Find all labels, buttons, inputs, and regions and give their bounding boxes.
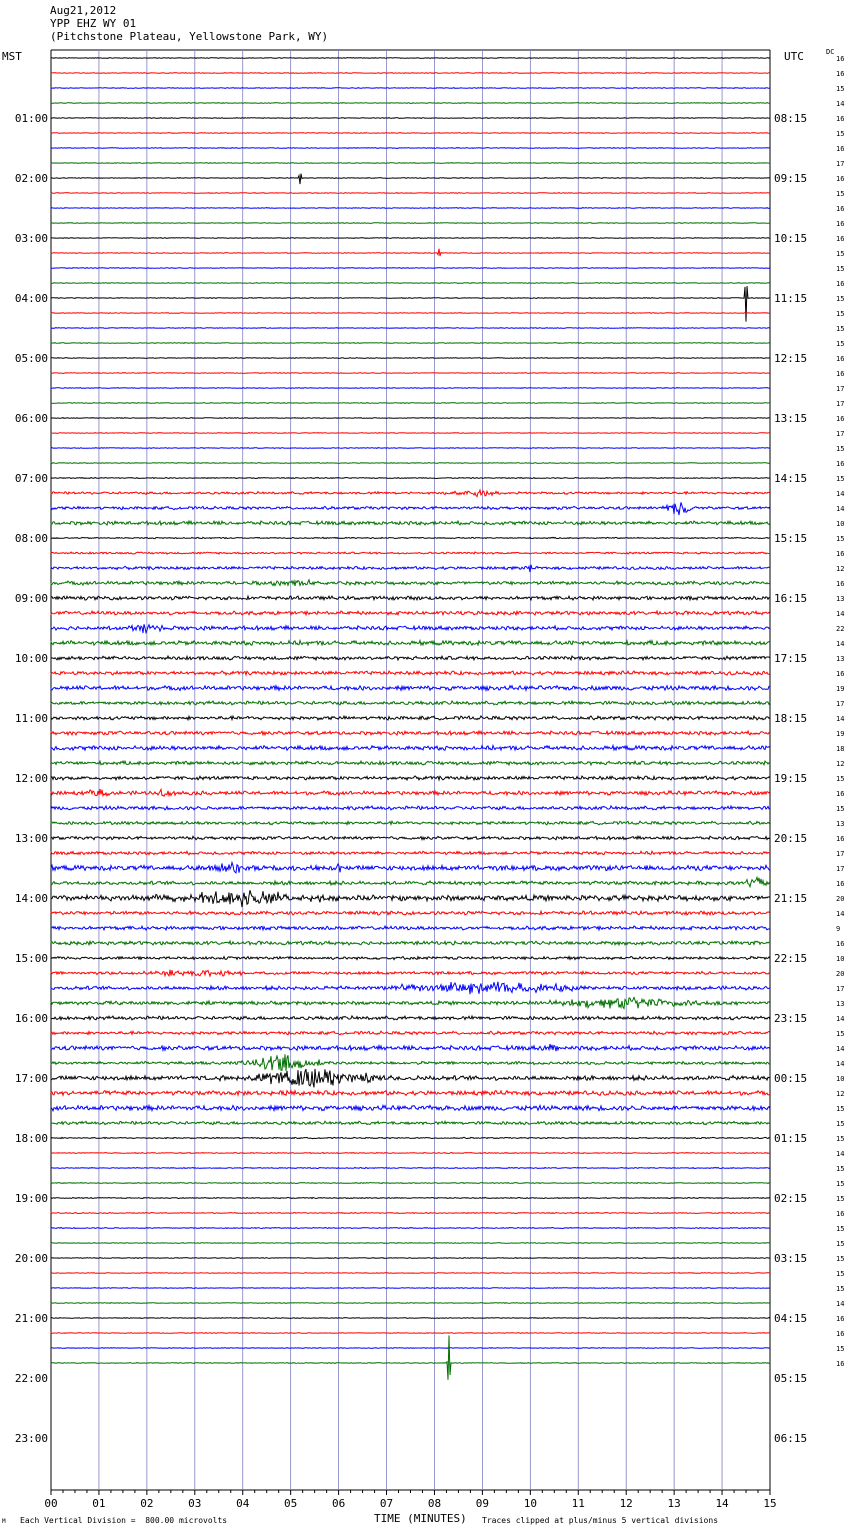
trace-line	[51, 208, 770, 209]
x-tick-label: 08	[427, 1497, 442, 1510]
dc-value: 15	[836, 805, 845, 813]
utc-hour-label: 12:15	[774, 352, 808, 365]
dc-value: 16	[836, 55, 845, 63]
trace-line	[51, 552, 770, 554]
chart-station: YPP EHZ WY 01	[50, 17, 137, 30]
trace-line	[51, 836, 770, 840]
dc-value: 17	[836, 985, 845, 993]
mst-hour-label: 03:00	[14, 232, 48, 245]
dc-value: 15	[836, 190, 845, 198]
x-tick-label: 10	[523, 1497, 537, 1510]
dc-value: 15	[836, 265, 845, 273]
dc-value: 15	[836, 445, 845, 453]
dc-value: 16	[836, 115, 845, 123]
trace-line	[51, 1069, 770, 1088]
dc-value: 16	[836, 670, 845, 678]
dc-value: 14	[836, 100, 845, 108]
scale-note: Each Vertical Division = 800.00 microvolts	[20, 1516, 228, 1525]
utc-hour-label: 18:15	[774, 712, 808, 725]
mst-hour-label: 08:00	[14, 532, 48, 545]
dc-value: 20	[836, 895, 845, 903]
trace-line	[51, 1333, 770, 1334]
trace-line	[51, 148, 770, 149]
x-tick-label: 04	[236, 1497, 250, 1510]
mst-hour-label: 20:00	[14, 1252, 48, 1265]
trace-line	[51, 418, 770, 419]
trace-line	[51, 911, 770, 915]
dc-value: 17	[836, 385, 845, 393]
dc-value: 14	[836, 910, 845, 918]
chart-location: (Pitchstone Plateau, Yellowstone Park, WY)	[50, 30, 329, 43]
trace-line	[51, 283, 770, 284]
dc-value: 16	[836, 1330, 845, 1338]
dc-value: 15	[836, 1165, 845, 1173]
trace-line	[51, 877, 770, 886]
mst-hour-label: 17:00	[14, 1072, 48, 1085]
dc-value: 16	[836, 175, 845, 183]
trace-line	[51, 537, 770, 538]
trace-line	[51, 806, 770, 810]
utc-hour-label: 04:15	[774, 1312, 808, 1325]
dc-value: 19	[836, 730, 845, 738]
dc-value: 16	[836, 415, 845, 423]
trace-line	[51, 789, 770, 796]
trace-line	[51, 1227, 770, 1228]
dc-value: 10	[836, 1075, 845, 1083]
corner-mark: M	[2, 1518, 6, 1525]
right-axis-label: UTC	[784, 50, 804, 63]
trace-line	[51, 313, 770, 314]
x-tick-label: 14	[715, 1497, 729, 1510]
utc-hour-label: 11:15	[774, 292, 808, 305]
dc-value: 10	[836, 955, 845, 963]
dc-value: 16	[836, 220, 845, 228]
utc-hour-label: 03:15	[774, 1252, 808, 1265]
dc-value: 15	[836, 1225, 845, 1233]
utc-hour-label: 21:15	[774, 892, 808, 905]
dc-value: 17	[836, 160, 845, 168]
trace-line	[51, 1153, 770, 1154]
trace-line	[51, 580, 770, 586]
trace-line	[51, 1137, 770, 1138]
utc-hour-label: 05:15	[774, 1372, 808, 1385]
dc-value: 15	[836, 85, 845, 93]
dc-value: 14	[836, 1015, 845, 1023]
dc-value: 14	[836, 640, 845, 648]
dc-value: 16	[836, 1360, 845, 1368]
mst-hour-label: 18:00	[14, 1132, 48, 1145]
dc-value: 15	[836, 535, 845, 543]
trace-line	[51, 268, 770, 269]
mst-hour-label: 21:00	[14, 1312, 48, 1325]
trace-line	[51, 686, 770, 691]
plot-grid	[51, 50, 770, 1495]
dc-value: 15	[836, 1030, 845, 1038]
dc-value: 15	[836, 325, 845, 333]
dc-value: 15	[836, 1180, 845, 1188]
trace-line	[51, 1197, 770, 1198]
dc-value: 16	[836, 550, 845, 558]
dc-value: 22	[836, 625, 845, 633]
trace-line	[51, 286, 770, 322]
trace-line	[51, 641, 770, 646]
trace-line	[51, 238, 770, 239]
x-tick-label: 01	[92, 1497, 106, 1510]
trace-line	[51, 926, 770, 930]
dc-column-label: DC	[826, 48, 835, 56]
utc-hour-label: 23:15	[774, 1012, 808, 1025]
x-tick-label: 03	[188, 1497, 202, 1510]
trace-line	[51, 193, 770, 194]
trace-line	[51, 118, 770, 119]
trace-line	[51, 863, 770, 873]
mst-hour-label: 05:00	[14, 352, 48, 365]
trace-line	[51, 1335, 770, 1379]
dc-value: 14	[836, 490, 845, 498]
dc-value: 19	[836, 685, 845, 693]
dc-value: 12	[836, 1090, 845, 1098]
dc-value: 13	[836, 655, 845, 663]
trace-line	[51, 671, 770, 675]
dc-value: 14	[836, 1300, 845, 1308]
utc-hour-label: 19:15	[774, 772, 808, 785]
utc-hour-label: 01:15	[774, 1132, 808, 1145]
trace-line	[51, 656, 770, 660]
clip-note: Traces clipped at plus/minus 5 vertical divisions	[482, 1516, 719, 1525]
mst-hour-label: 19:00	[14, 1192, 48, 1205]
trace-line	[51, 970, 770, 976]
dc-value: 14	[836, 505, 845, 513]
mst-hour-label: 12:00	[14, 772, 48, 785]
dc-value: 15	[836, 340, 845, 348]
mst-hour-label: 01:00	[14, 112, 48, 125]
mst-hour-label: 15:00	[14, 952, 48, 965]
trace-line	[51, 403, 770, 404]
trace-line	[51, 1288, 770, 1289]
trace-line	[51, 851, 770, 855]
utc-hour-label: 22:15	[774, 952, 808, 965]
mst-hour-label: 10:00	[14, 652, 48, 665]
dc-value: 16	[836, 70, 845, 78]
trace-line	[51, 103, 770, 104]
x-tick-label: 12	[619, 1497, 633, 1510]
mst-hour-label: 04:00	[14, 292, 48, 305]
dc-value: 16	[836, 880, 845, 888]
dc-value: 15	[836, 1255, 845, 1263]
dc-value: 15	[836, 130, 845, 138]
mst-hour-label: 11:00	[14, 712, 48, 725]
mst-hour-label: 13:00	[14, 832, 48, 845]
dc-value: 10	[836, 520, 845, 528]
trace-line	[51, 1213, 770, 1214]
trace-line	[51, 88, 770, 89]
dc-value: 15	[836, 475, 845, 483]
trace-line	[51, 373, 770, 374]
dc-value: 16	[836, 790, 845, 798]
axis-labels	[15, 55, 845, 1510]
trace-line	[51, 776, 770, 780]
dc-value: 14	[836, 1150, 845, 1158]
x-tick-label: 09	[475, 1497, 490, 1510]
utc-hour-label: 02:15	[774, 1192, 808, 1205]
trace-line	[51, 596, 770, 600]
dc-value: 16	[836, 460, 845, 468]
trace-line	[51, 133, 770, 134]
dc-value: 15	[836, 310, 845, 318]
trace-line	[51, 731, 770, 735]
dc-value: 16	[836, 205, 845, 213]
trace-line	[51, 58, 770, 59]
dc-value: 12	[836, 565, 845, 573]
trace-line	[51, 982, 770, 994]
trace-line	[51, 941, 770, 945]
utc-hour-label: 14:15	[774, 472, 808, 485]
utc-hour-label: 10:15	[774, 232, 808, 245]
trace-line	[51, 502, 770, 515]
trace-line	[51, 1243, 770, 1244]
trace-line	[51, 821, 770, 825]
x-tick-label: 05	[284, 1497, 298, 1510]
trace-line	[51, 1167, 770, 1168]
trace-line	[51, 73, 770, 74]
dc-value: 17	[836, 430, 845, 438]
trace-line	[51, 1031, 770, 1035]
dc-value: 15	[836, 1345, 845, 1353]
trace-line	[51, 343, 770, 344]
chart-date: Aug21,2012	[50, 4, 117, 17]
mst-hour-label: 06:00	[14, 412, 48, 425]
dc-value: 13	[836, 1000, 845, 1008]
trace-line	[51, 1044, 770, 1051]
dc-value: 16	[836, 1210, 845, 1218]
dc-value: 14	[836, 1045, 845, 1053]
trace-line	[51, 1091, 770, 1096]
trace-line	[51, 1105, 770, 1110]
mst-hour-label: 16:00	[14, 1012, 48, 1025]
trace-line	[51, 746, 770, 751]
utc-hour-label: 13:15	[774, 412, 808, 425]
dc-value: 14	[836, 610, 845, 618]
x-tick-label: 06	[331, 1497, 346, 1510]
dc-value: 13	[836, 820, 845, 828]
trace-line	[51, 565, 770, 572]
trace-line	[51, 1121, 770, 1125]
dc-value: 14	[836, 715, 845, 723]
left-axis-label: MST	[2, 50, 22, 63]
trace-line	[51, 701, 770, 705]
trace-line	[51, 1318, 770, 1319]
dc-value: 16	[836, 355, 845, 363]
x-tick-label: 02	[140, 1497, 154, 1510]
trace-line	[51, 223, 770, 224]
trace-line	[51, 463, 770, 464]
trace-group	[51, 58, 770, 1380]
dc-value: 15	[836, 1195, 845, 1203]
dc-value: 16	[836, 235, 845, 243]
trace-line	[51, 998, 770, 1009]
mst-hour-label: 14:00	[14, 892, 48, 905]
dc-value: 16	[836, 580, 845, 588]
trace-line	[51, 249, 770, 256]
dc-value: 15	[836, 1270, 845, 1278]
trace-line	[51, 761, 770, 765]
trace-line	[51, 1016, 770, 1020]
dc-value: 14	[836, 1060, 845, 1068]
trace-line	[51, 1258, 770, 1259]
dc-value: 17	[836, 700, 845, 708]
dc-value: 15	[836, 250, 845, 258]
dc-value: 16	[836, 1315, 845, 1323]
dc-value: 17	[836, 850, 845, 858]
mst-hour-label: 07:00	[14, 472, 48, 485]
trace-line	[51, 1303, 770, 1304]
utc-hour-label: 15:15	[774, 532, 808, 545]
trace-line	[51, 1183, 770, 1184]
utc-hour-label: 08:15	[774, 112, 808, 125]
x-tick-label: 00	[44, 1497, 58, 1510]
trace-line	[51, 490, 770, 497]
trace-line	[51, 433, 770, 434]
x-tick-label: 13	[667, 1497, 681, 1510]
dc-value: 9	[836, 925, 841, 933]
utc-hour-label: 00:15	[774, 1072, 808, 1085]
trace-line	[51, 1273, 770, 1274]
trace-line	[51, 478, 770, 479]
dc-value: 18	[836, 745, 845, 753]
dc-value: 15	[836, 1105, 845, 1113]
trace-line	[51, 1054, 770, 1071]
trace-line	[51, 163, 770, 164]
dc-value: 17	[836, 865, 845, 873]
x-tick-label: 15	[763, 1497, 777, 1510]
trace-line	[51, 716, 770, 720]
dc-value: 15	[836, 1135, 845, 1143]
dc-value: 13	[836, 595, 845, 603]
trace-line	[51, 358, 770, 359]
trace-line	[51, 890, 770, 907]
mst-hour-label: 23:00	[14, 1432, 48, 1445]
mst-hour-label: 22:00	[14, 1372, 48, 1385]
trace-line	[51, 611, 770, 615]
dc-value: 15	[836, 1120, 845, 1128]
dc-value: 16	[836, 940, 845, 948]
x-tick-label: 07	[379, 1497, 394, 1510]
trace-line	[51, 624, 770, 633]
dc-value: 12	[836, 760, 845, 768]
trace-line	[51, 448, 770, 449]
x-axis-title: TIME (MINUTES)	[374, 1512, 467, 1525]
dc-value: 16	[836, 145, 845, 153]
trace-line	[51, 1348, 770, 1349]
trace-line	[51, 328, 770, 329]
trace-line	[51, 521, 770, 525]
dc-value: 20	[836, 970, 845, 978]
utc-hour-label: 06:15	[774, 1432, 808, 1445]
trace-line	[51, 174, 770, 184]
dc-value: 16	[836, 280, 845, 288]
mst-hour-label: 09:00	[14, 592, 48, 605]
x-tick-label: 11	[571, 1497, 585, 1510]
trace-line	[51, 388, 770, 389]
dc-value: 15	[836, 295, 845, 303]
dc-value: 15	[836, 1240, 845, 1248]
dc-value: 17	[836, 400, 845, 408]
dc-value: 15	[836, 1285, 845, 1293]
utc-hour-label: 09:15	[774, 172, 808, 185]
trace-line	[51, 956, 770, 959]
utc-hour-label: 17:15	[774, 652, 808, 665]
dc-value: 15	[836, 775, 845, 783]
mst-hour-label: 02:00	[14, 172, 48, 185]
dc-value: 16	[836, 835, 845, 843]
utc-hour-label: 16:15	[774, 592, 808, 605]
utc-hour-label: 20:15	[774, 832, 808, 845]
dc-value: 16	[836, 370, 845, 378]
